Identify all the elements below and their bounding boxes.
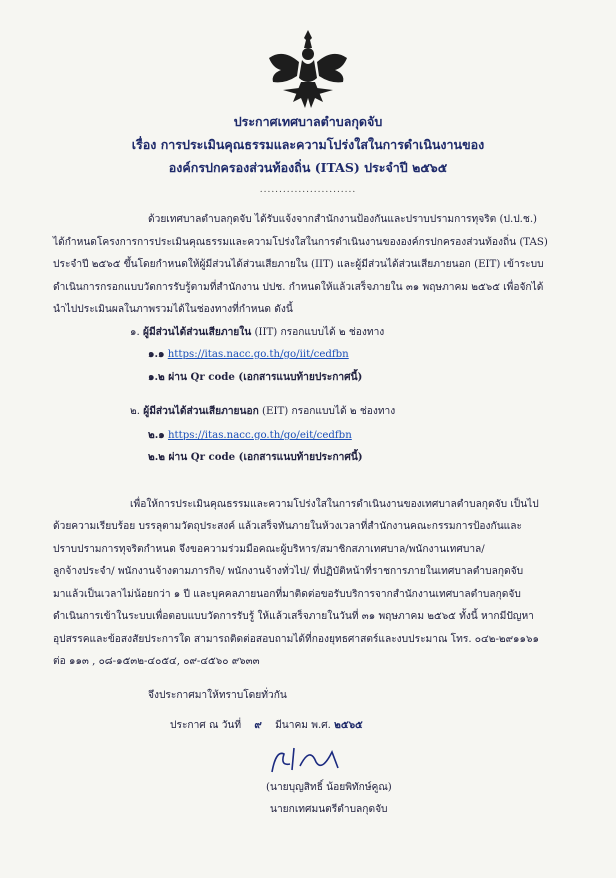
section-1-item-1-number: ๑.๑ [148, 348, 165, 360]
section-2-item-2-text: ผ่าน Qr code (เอกสารแนบท้ายประกาศนี้) [168, 451, 363, 463]
section-1-item-2-text: ผ่าน Qr code (เอกสารแนบท้ายประกาศนี้) [168, 371, 363, 383]
garuda-emblem [263, 28, 353, 110]
section-1-item-2 [148, 369, 362, 385]
body-line-1: เพื่อให้การประเมินคุณธรรมและความโปร่งใสในการดำเนินงานของเทศบาลตำบลกุดจับ เป็นไป [130, 499, 539, 510]
date-day: ๙ [254, 719, 262, 731]
section-2-title: ผู้มีส่วนได้ส่วนเสียภายนอก [143, 405, 259, 417]
announcement-issuer: ประกาศเทศบาลตำบลกุดจับ [233, 114, 383, 129]
section-1-number: ๑. [130, 327, 140, 338]
eit-link[interactable]: https://itas.nacc.go.th/go/eit/cedfbn [167, 430, 352, 441]
date-year: ๒๕๖๕ [334, 719, 363, 731]
section-2-heading [130, 403, 395, 419]
body-line-5: มาแล้วเป็นเวลาไม่น้อยกว่า ๑ ปี และบุคคลภายนอกที่มาติดต่อขอรับบริการจากสำนักงานเทศบาลตำบลกุดจับ [53, 589, 521, 600]
announcement-subject-cont: องค์กรปกครองส่วนท้องถิ่น (ITAS) ประจำปี ๒๕๖๕ [168, 160, 448, 175]
body-line-4: ลูกจ้างประจำ/ พนักงานจ้างตามภารกิจ/ พนักงานจ้างทั่วไป/ ที่ปฏิบัติหน้าที่ราชการภายในเทศบาลตำบลกุดจับ [53, 566, 524, 577]
date-month: มีนาคม พ.ศ. [275, 720, 331, 731]
separator-dots: ......................... [259, 185, 357, 195]
announcement-subject: เรื่อง การประเมินคุณธรรมและความโปร่งใสในการดำเนินงานของ [131, 137, 485, 152]
section-1-heading [130, 324, 384, 340]
body-line-3: ปราบปรามการทุจริตกำหนด จึงขอความร่วมมือคณะผู้บริหาร/สมาชิกสภาเทศบาล/พนักงานเทศบาล/ [53, 544, 485, 555]
intro-line-2: ได้กำหนดโครงการการประเมินคุณธรรมและความโปร่งใสในการดำเนินงานขององค์กรปกครองส่วนท้องถิ่น (TAS) [53, 237, 548, 248]
section-1-item-2-number: ๑.๒ [148, 371, 165, 383]
section-1-title: ผู้มีส่วนได้ส่วนเสียภายใน [142, 326, 252, 338]
section-2-rest: (EIT) กรอกแบบได้ ๒ ช่องทาง [262, 406, 396, 417]
signer-name: (นายบุญสิทธิ์ น้อยพิทักษ์คูณ) [266, 782, 392, 793]
section-2-item-2-number: ๒.๒ [148, 451, 165, 463]
body-line-2: ด้วยความเรียบร้อย บรรลุตามวัตถุประสงค์ แล้วเสร็จทันภายในห้วงเวลาที่สำนักงานคณะกรรมการป้องกันและ [53, 521, 522, 532]
body-line-7: อุปสรรคและข้อสงสัยประการใด สามารถติดต่อสอบถามได้ที่กองยุทธศาสตร์และงบประมาณ โทร. ๐๔๒-๒๙๑๑๖๑ [53, 634, 539, 645]
announcement-date [170, 717, 363, 733]
intro-line-3: ประจำปี ๒๕๖๕ ขึ้นโดยกำหนดให้ผู้มีส่วนได้ส่วนเสียภายใน (IIT) และผู้มีส่วนได้ส่วนเสียภายนอก (EIT) เข้าระบบ [53, 259, 544, 270]
handwritten-signature [266, 742, 346, 776]
body-line-8: ต่อ ๑๑๓ , ๐๘-๑๕๓๒-๔๐๕๔, ๐๙-๔๕๖๐ ๙๖๓๓ [53, 656, 260, 667]
section-1-rest: (IIT) กรอกแบบได้ ๒ ช่องทาง [254, 327, 385, 338]
date-prefix: ประกาศ ณ วันที่ [170, 720, 242, 731]
intro-line-4: ดำเนินการกรอกแบบวัดการรับรู้ตามที่สำนักงาน ปปช. กำหนดให้แล้วเสร็จภายใน ๓๑ พฤษภาคม ๒๕๖๕ เพื่อจักได้ [53, 282, 544, 293]
section-2-item-1 [148, 427, 352, 443]
closing-text: จึงประกาศมาให้ทราบโดยทั่วกัน [148, 690, 287, 701]
section-1-item-1 [148, 346, 349, 362]
signer-position: นายกเทศมนตรีตำบลกุดจับ [270, 804, 388, 815]
intro-line-5: นำไปประเมินผลในภาพรวมได้ในช่องทางที่กำหนด ดังนี้ [53, 304, 293, 315]
intro-line-1: ด้วยเทศบาลตำบลกุดจับ ได้รับแจ้งจากสำนักงานป้องกันและปราบปรามการทุจริต (ป.ป.ช.) [148, 214, 538, 225]
iit-link[interactable]: https://itas.nacc.go.th/go/iit/cedfbn [167, 349, 349, 360]
body-line-6: ดำเนินการเข้าในระบบเพื่อตอบแบบวัดการรับรู้ ให้แล้วเสร็จภายในวันที่ ๓๑ พฤษภาคม ๒๕๖๕ ทั้งนี้ หากมีปัญหา [53, 611, 534, 622]
section-2-number: ๒. [130, 406, 140, 417]
section-2-item-1-number: ๒.๑ [148, 429, 165, 441]
section-2-item-2 [148, 449, 363, 465]
